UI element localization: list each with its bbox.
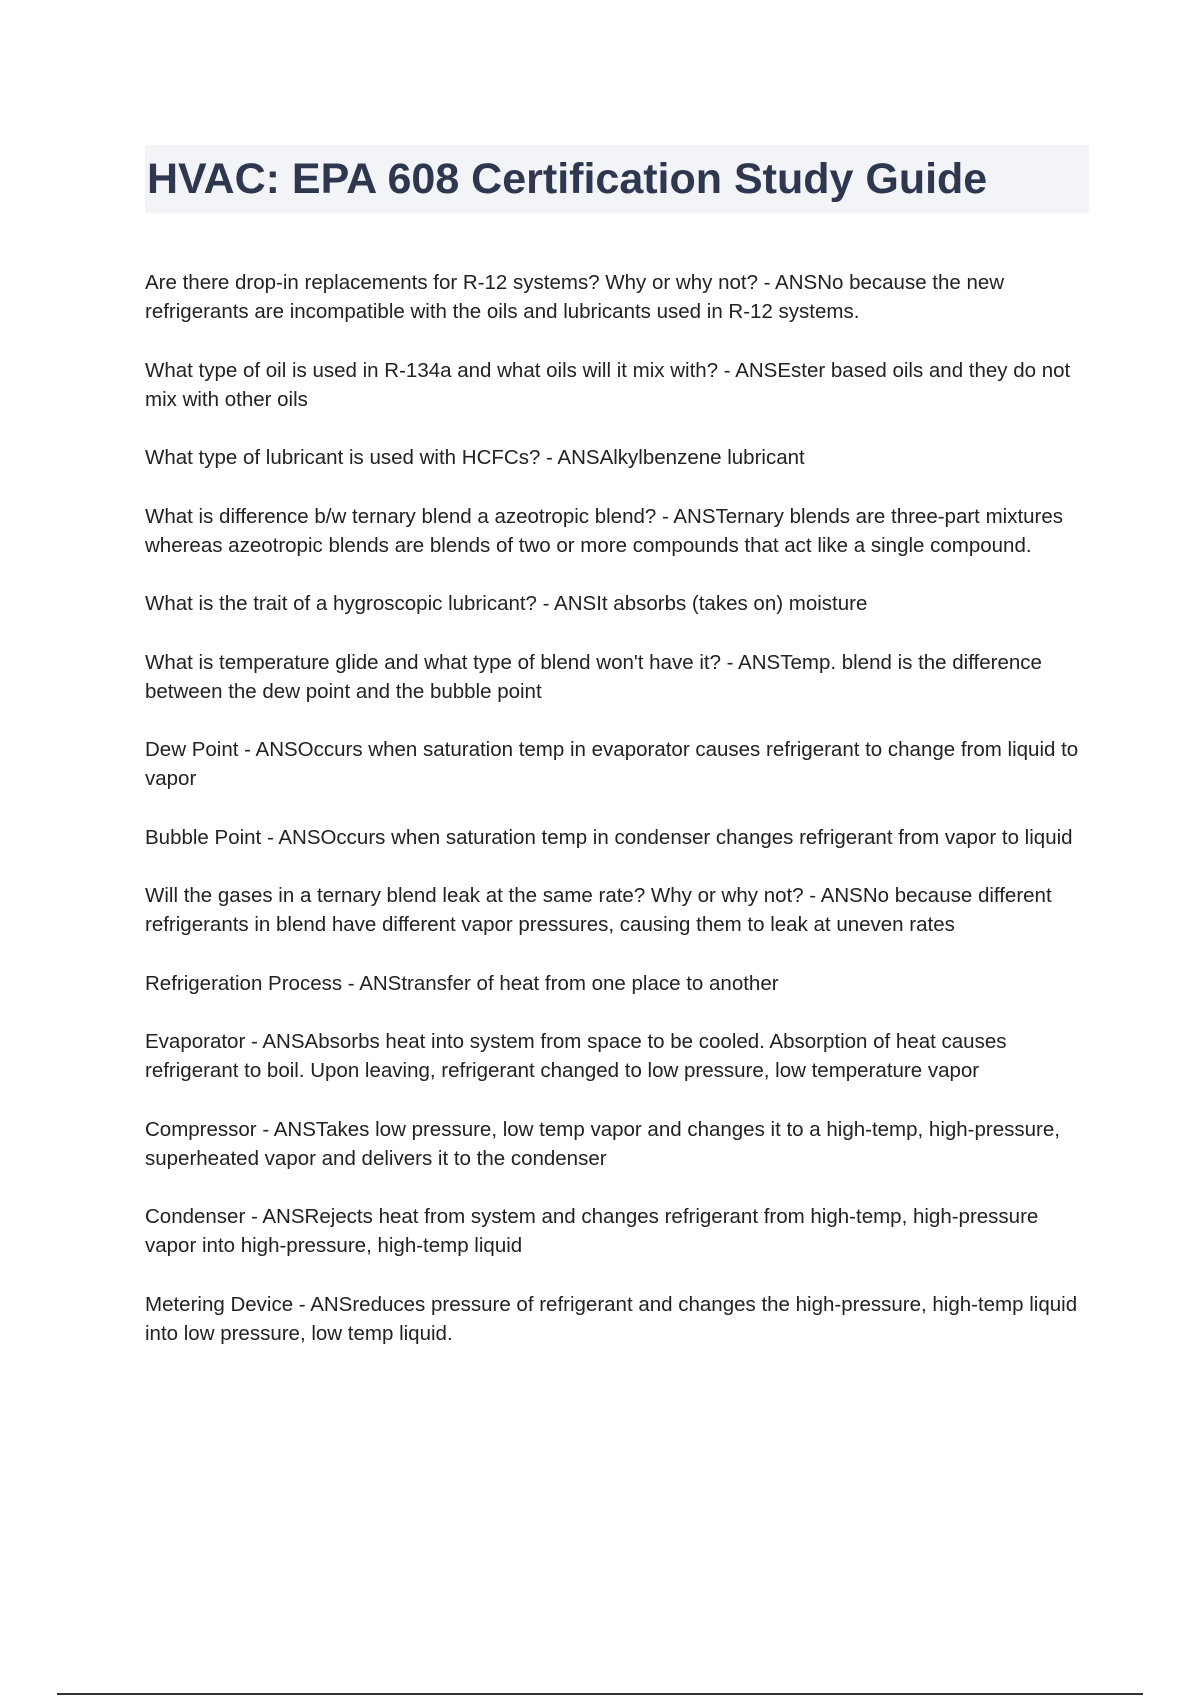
qa-entry: Evaporator - ANSAbsorbs heat into system from space to be cooled. Absorption of heat causes refrigerant to boil. Upon leaving, refrigerant changed to low pressure, low temperature vapor <box>145 1030 1007 1082</box>
qa-entry: Condenser - ANSRejects heat from system and changes refrigerant from high-temp, high-pressure vapor into high-pressure, high-temp liquid <box>145 1205 1039 1257</box>
qa-entry: What type of oil is used in R-134a and what oils will it mix with? - ANSEster based oils and they do not mix with other oils <box>145 358 1071 411</box>
qa-entry: Compressor - ANSTakes low pressure, low temp vapor and changes it to a high-temp, high-pressure, superheated vapor and delivers it to the condenser <box>145 1117 1060 1170</box>
qa-entry: Metering Device - ANSreduces pressure of refrigerant and changes the high-pressure, high-temp liquid into low pressure, low temp liquid. <box>145 1292 1078 1345</box>
qa-entry: Refrigeration Process - ANStransfer of heat from one place to another <box>145 971 779 995</box>
qa-entry: What type of lubricant is used with HCFCs? - ANSAlkylbenzene lubricant <box>145 446 805 469</box>
page-title: HVAC: EPA 608 Certification Study Guide <box>147 155 988 203</box>
qa-list <box>145 268 1090 1377</box>
qa-entry: Are there drop-in replacements for R-12 systems? Why or why not? - ANSNo because the new refrigerants are incompatible with the oils and lubricants used in R-12 systems. <box>145 271 1005 323</box>
qa-entry: Bubble Point - ANSOccurs when saturation temp in condenser changes refrigerant from vapor to liquid <box>145 825 1073 849</box>
qa-entry: What is the trait of a hygroscopic lubricant? - ANSIt absorbs (takes on) moisture <box>145 592 868 615</box>
footer-divider <box>57 1693 1143 1695</box>
title-banner <box>145 145 1089 213</box>
qa-entry: What is difference b/w ternary blend a azeotropic blend? - ANSTernary blends are three-part mixtures whereas azeotropic blends are blends of two or more compounds that act like a single compound. <box>145 504 1064 557</box>
qa-entry: Dew Point - ANSOccurs when saturation temp in evaporator causes refrigerant to change from liquid to vapor <box>145 738 1079 790</box>
qa-entry: Will the gases in a ternary blend leak at the same rate? Why or why not? - ANSNo because different refrigerants in blend have different vapor pressures, causing them to leak at uneven rates <box>145 884 1052 936</box>
qa-entry: What is temperature glide and what type of blend won't have it? - ANSTemp. blend is the difference between the dew point and the bubble point <box>145 650 1042 703</box>
